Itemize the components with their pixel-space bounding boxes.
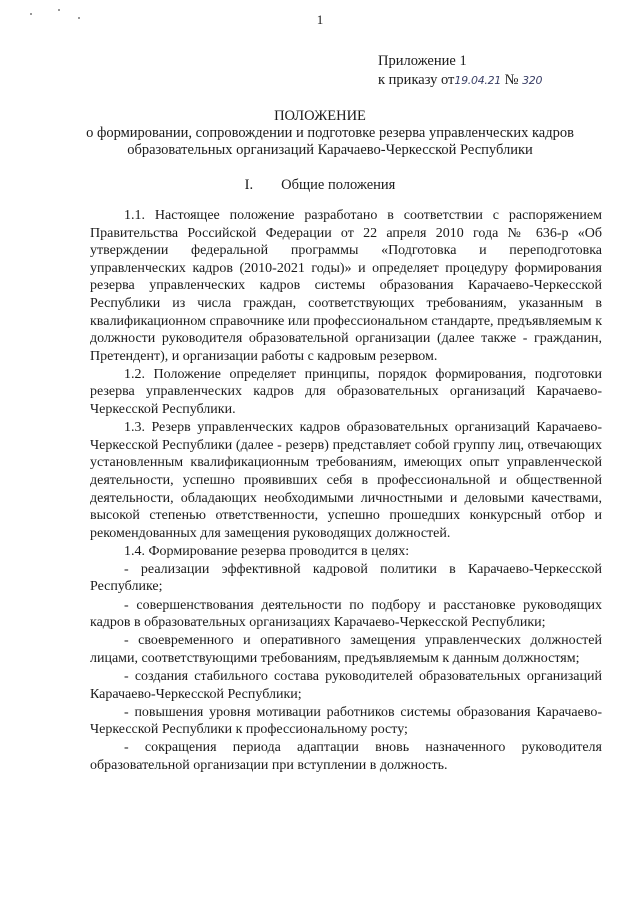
- page-number: 1: [316, 12, 324, 27]
- document-body: [90, 207, 602, 775]
- list-item: - повышения уровня мотивации работников системы образования Карачаево-Черкесской Республики к профессиональному росту;: [90, 704, 602, 738]
- paragraph: 1.4. Формирование резерва проводится в целях:: [124, 543, 410, 559]
- list-item: - совершенствования деятельности по подбору и расстановке руководящих кадров в образовательных организациях Карачаево-Черкесской Республики;: [90, 597, 602, 631]
- paragraph: 1.2. Положение определяет принципы, порядок формирования, подготовки резерва управленческих кадров для образовательных организаций Карачаево-Черкесской Республики.: [90, 366, 602, 418]
- list-item: - своевременного и оперативного замещения управленческих должностей лицами, соответствующими требованиям, предъявляемым к данным должностям;: [90, 633, 602, 666]
- list-item: - сокращения периода адаптации вновь назначенного руководителя образовательной организации при вступлении в должность.: [90, 740, 602, 773]
- section-title: Общие положения: [281, 177, 396, 193]
- section-heading: [0, 177, 640, 194]
- paragraph: 1.3. Резерв управленческих кадров образовательных организаций Карачаево-Черкесской Республики (далее - резерв) представляет собой группу лиц, отвечающих установленным квалификационным требованиям, имеющих опыт управленческой деятельности, успешно проявивших себя в профессиональной и общественной деятельности, обладающих необходимыми личностными и деловыми качествами, высокой степенью ответственности, успешно прошедших конкурсный отбор и рекомендованных для замещения руководящих должностей.: [90, 420, 602, 541]
- appendix-line: Приложение 1: [378, 53, 467, 69]
- list-item: - реализации эффективной кадровой политики в Карачаево-Черкесской Республике;: [90, 561, 602, 595]
- document-title: ПОЛОЖЕНИЕ: [274, 108, 366, 124]
- scan-artifact: [58, 9, 60, 11]
- number-label: №: [504, 72, 519, 88]
- handwritten-number: 320: [522, 74, 543, 87]
- order-reference: [378, 71, 542, 90]
- order-prefix: к приказу от: [378, 72, 455, 88]
- list-item: - создания стабильного состава руководителей образовательных организаций Карачаево-Черкесской Республики;: [90, 668, 602, 702]
- handwritten-date: 19.04.21: [454, 74, 501, 87]
- paragraph: 1.1. Настоящее положение разработано в соответствии с распоряжением Правительства Российской Федерации от 22 апреля 2010 года № 636-р «Об утверждении федеральной программы «Подготовка и переподготовка управленческих кадров (2010-2021 годы)» и определяет процедуру формирования резерва управленческих кадров системы образования Карачаево-Черкесской Республики из числа граждан, соответствующих требованиям, указанным в квалификационном справочнике или профессиональном стандарте, предъявляемым к должности руководителя образовательной организации (далее также - гражданин, Претендент), и организации работы с кадровым резервом.: [90, 208, 602, 364]
- document-subtitle: о формировании, сопровождении и подготовке резерва управленческих кадров образовательных организаций Карачаево-Черкесской Республики: [86, 125, 574, 158]
- section-number: I.: [244, 177, 254, 193]
- appendix-header: [378, 52, 542, 90]
